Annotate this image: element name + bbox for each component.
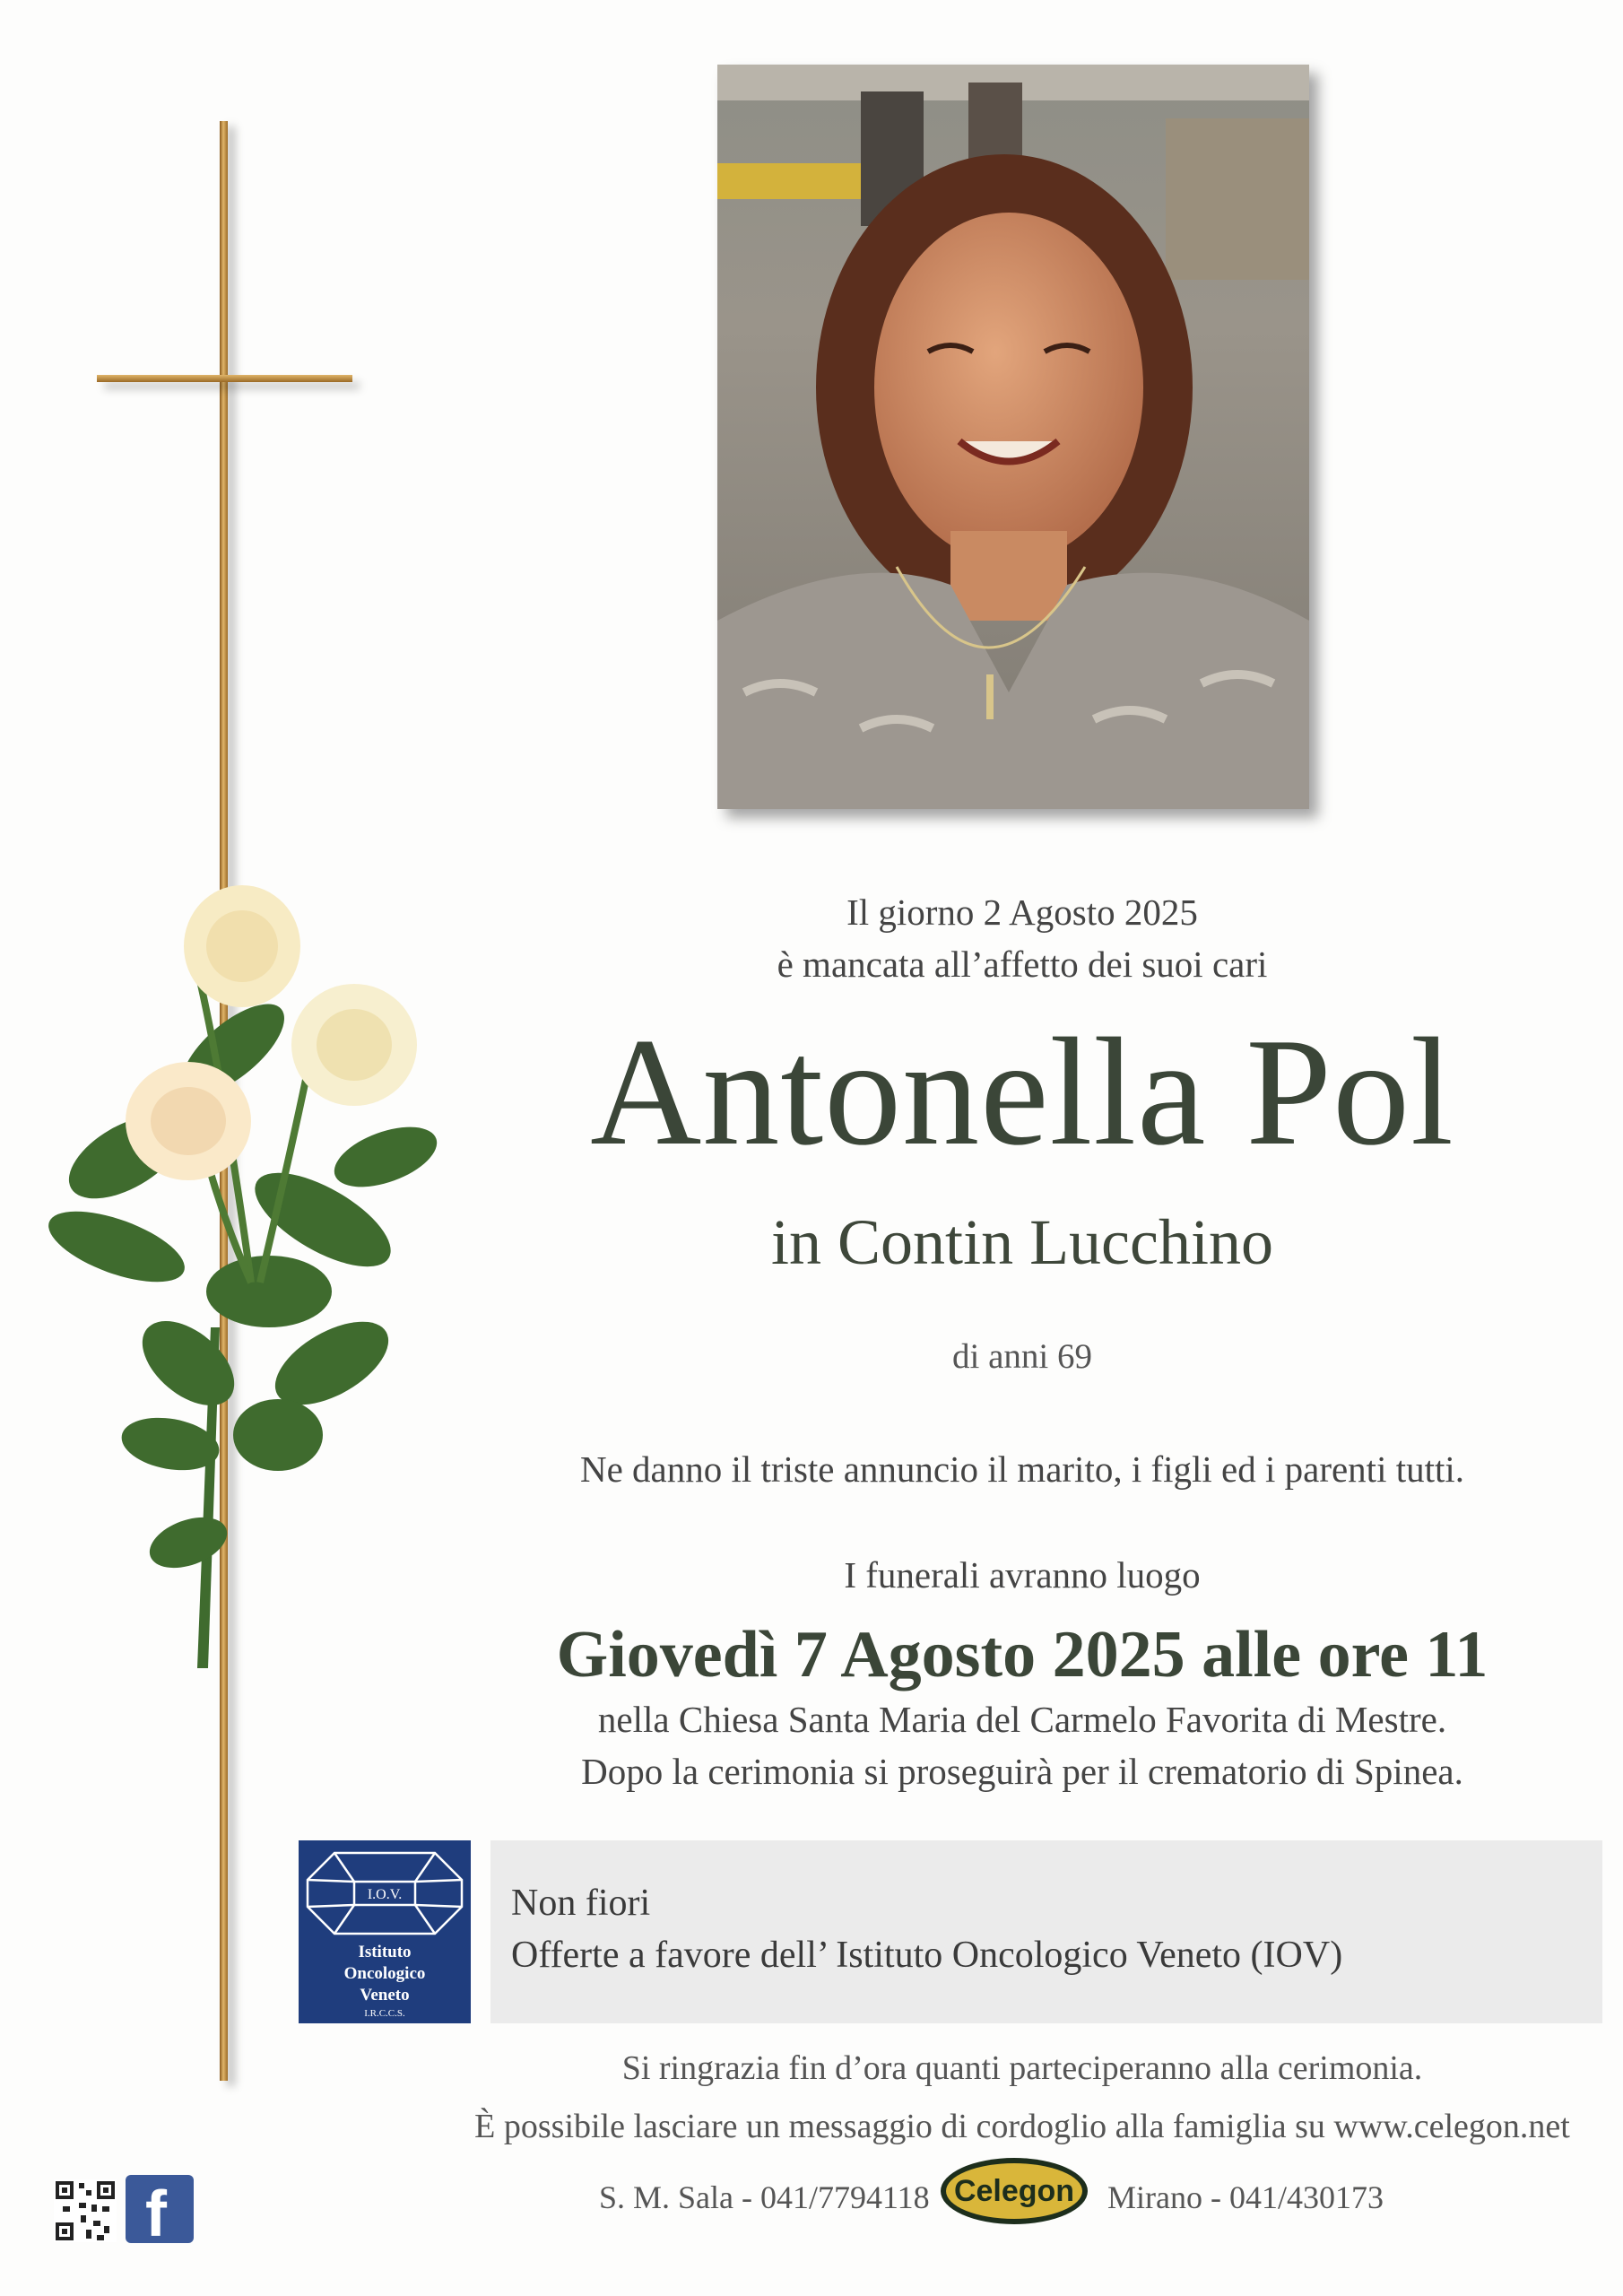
svg-text:Oncologico: Oncologico xyxy=(343,1964,426,1983)
sala-contact: S. M. Sala - 041/7794118 xyxy=(599,2179,930,2215)
funeral-intro: I funerali avranno luogo xyxy=(844,1554,1201,1596)
svg-text:Istituto: Istituto xyxy=(358,1943,412,1961)
celegon-logo xyxy=(938,2155,1090,2227)
white-roses-bouquet xyxy=(45,861,484,1704)
facebook-f-glyph: f xyxy=(145,2179,167,2250)
thanks-line: Si ringrazia fin d’ora quanti parteciperanno alla cerimonia. xyxy=(621,2049,1423,2087)
funeral-after-line: Dopo la cerimonia si proseguirà per il crematorio di Spinea. xyxy=(581,1751,1463,1792)
married-name: in Contin Lucchino xyxy=(771,1206,1273,1278)
facebook-icon[interactable] xyxy=(126,2175,194,2250)
cross-horizontal-beam xyxy=(97,375,352,382)
death-date-line: Il giorno 2 Agosto 2025 xyxy=(846,891,1198,933)
deceased-name: Antonella Pol xyxy=(590,1007,1454,1178)
passing-line: è mancata all’affetto dei suoi cari xyxy=(777,944,1268,985)
donation-text: Offerte a favore dell’ Istituto Oncologico Veneto (IOV) xyxy=(511,1935,1343,1976)
svg-text:I.O.V.: I.O.V. xyxy=(367,1887,403,1902)
portrait-photo xyxy=(717,65,1309,809)
death-date-intro xyxy=(466,886,1578,990)
no-flowers-text: Non fiori xyxy=(511,1883,651,1924)
qr-code-icon[interactable] xyxy=(54,2179,117,2242)
funeral-place xyxy=(466,1693,1578,1797)
svg-text:I.R.C.C.S.: I.R.C.C.S. xyxy=(364,2008,405,2019)
funeral-date: Giovedì 7 Agosto 2025 alle ore 11 xyxy=(556,1618,1488,1692)
condolence-message-line: È possibile lasciare un messaggio di cordoglio alla famiglia su www.celegon.net xyxy=(474,2108,1570,2145)
mirano-contact: Mirano - 041/430173 xyxy=(1107,2179,1384,2215)
funeral-church-line: nella Chiesa Santa Maria del Carmelo Favorita di Mestre. xyxy=(597,1699,1447,1740)
family-announcement: Ne danno il triste annuncio il marito, i figli ed i parenti tutti. xyxy=(579,1448,1465,1490)
iov-logo xyxy=(299,1840,471,2023)
svg-text:Celegon: Celegon xyxy=(953,2174,1075,2208)
deceased-age: di anni 69 xyxy=(952,1337,1092,1376)
svg-text:Veneto: Veneto xyxy=(360,1986,410,2005)
